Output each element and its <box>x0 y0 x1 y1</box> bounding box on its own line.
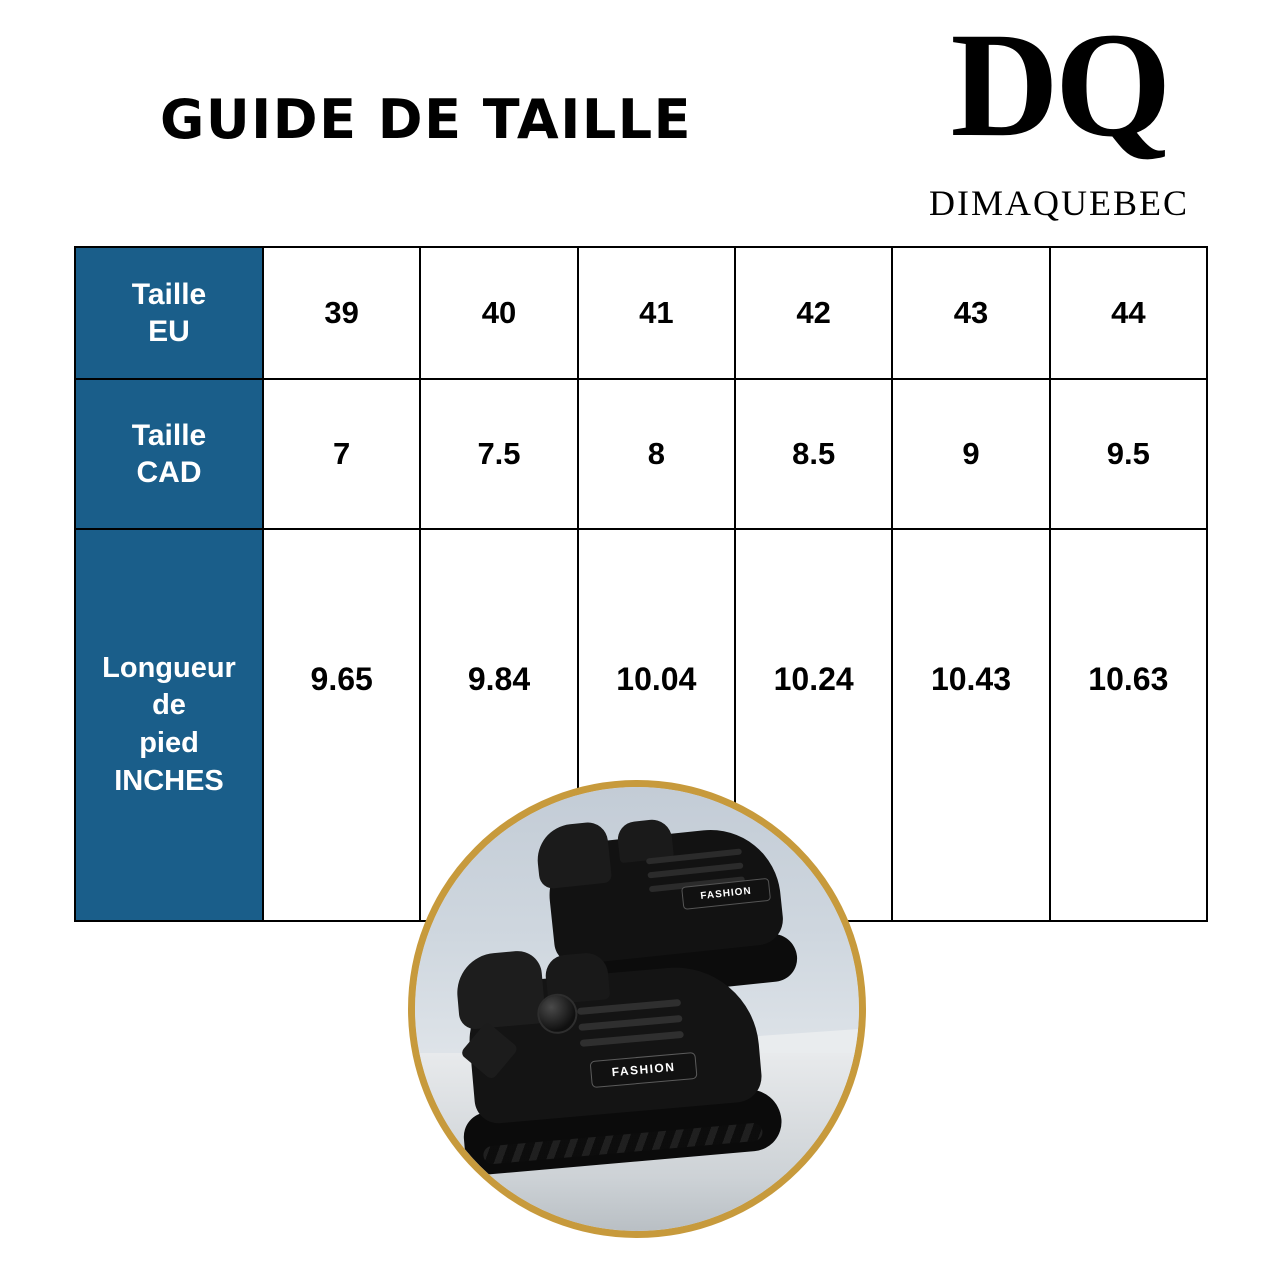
row-header-cad-line1: Taille <box>131 418 207 452</box>
brand-wordmark: DIMAQUEBEC <box>929 183 1189 223</box>
cell-cad-3: 8 <box>578 379 735 529</box>
cell-length-6-value: 10.63 <box>1088 660 1169 697</box>
table-row <box>75 379 1207 529</box>
cell-cad-4: 8.5 <box>735 379 892 529</box>
cell-length-5 <box>892 529 1049 921</box>
cell-eu-5: 43 <box>892 247 1049 379</box>
product-photo <box>408 780 866 1238</box>
sneaker-rear-collar <box>534 821 612 890</box>
row-header-foot-length-line2: de <box>152 689 186 722</box>
product-photo-inner <box>415 787 859 1231</box>
table-row <box>75 247 1207 379</box>
cell-length-5-value: 10.43 <box>930 660 1012 697</box>
cell-cad-5: 9 <box>892 379 1049 529</box>
row-header-cad <box>75 379 263 529</box>
row-header-foot-length-line4: INCHES <box>114 764 224 797</box>
cell-length-3-value: 10.04 <box>616 660 697 697</box>
cell-length-4-value: 10.24 <box>773 660 854 697</box>
cell-eu-2: 40 <box>420 247 577 379</box>
row-header-foot-length <box>75 529 263 921</box>
brand-monogram: DQ <box>950 2 1168 168</box>
cell-length-1-value: 9.65 <box>310 660 373 697</box>
cell-length-1 <box>263 529 420 921</box>
cell-eu-4: 42 <box>735 247 892 379</box>
row-header-foot-length-line3: pied <box>139 727 199 759</box>
sneaker-front-collar <box>454 949 546 1030</box>
cell-eu-3: 41 <box>578 247 735 379</box>
row-header-eu-line2: EU <box>148 315 190 348</box>
sneaker-rear-badge: FASHION <box>681 878 771 910</box>
sneaker-front <box>439 919 789 1187</box>
cell-cad-1: 7 <box>263 379 420 529</box>
cell-eu-1: 39 <box>263 247 420 379</box>
cell-eu-6: 44 <box>1050 247 1207 379</box>
cell-length-6 <box>1050 529 1207 921</box>
page-title: GUIDE DE TAILLE <box>160 88 693 151</box>
row-header-eu-line1: Taille <box>131 277 207 311</box>
brand-logo <box>894 2 1224 224</box>
cell-cad-6: 9.5 <box>1050 379 1207 529</box>
cell-length-2-value: 9.84 <box>467 660 531 697</box>
row-header-cad-line2: CAD <box>136 456 202 489</box>
sneaker-front-badge: FASHION <box>590 1052 698 1088</box>
row-header-foot-length-line1: Longueur <box>102 651 236 684</box>
cell-cad-2: 7.5 <box>420 379 577 529</box>
row-header-eu <box>75 247 263 379</box>
page-header <box>0 0 1280 235</box>
